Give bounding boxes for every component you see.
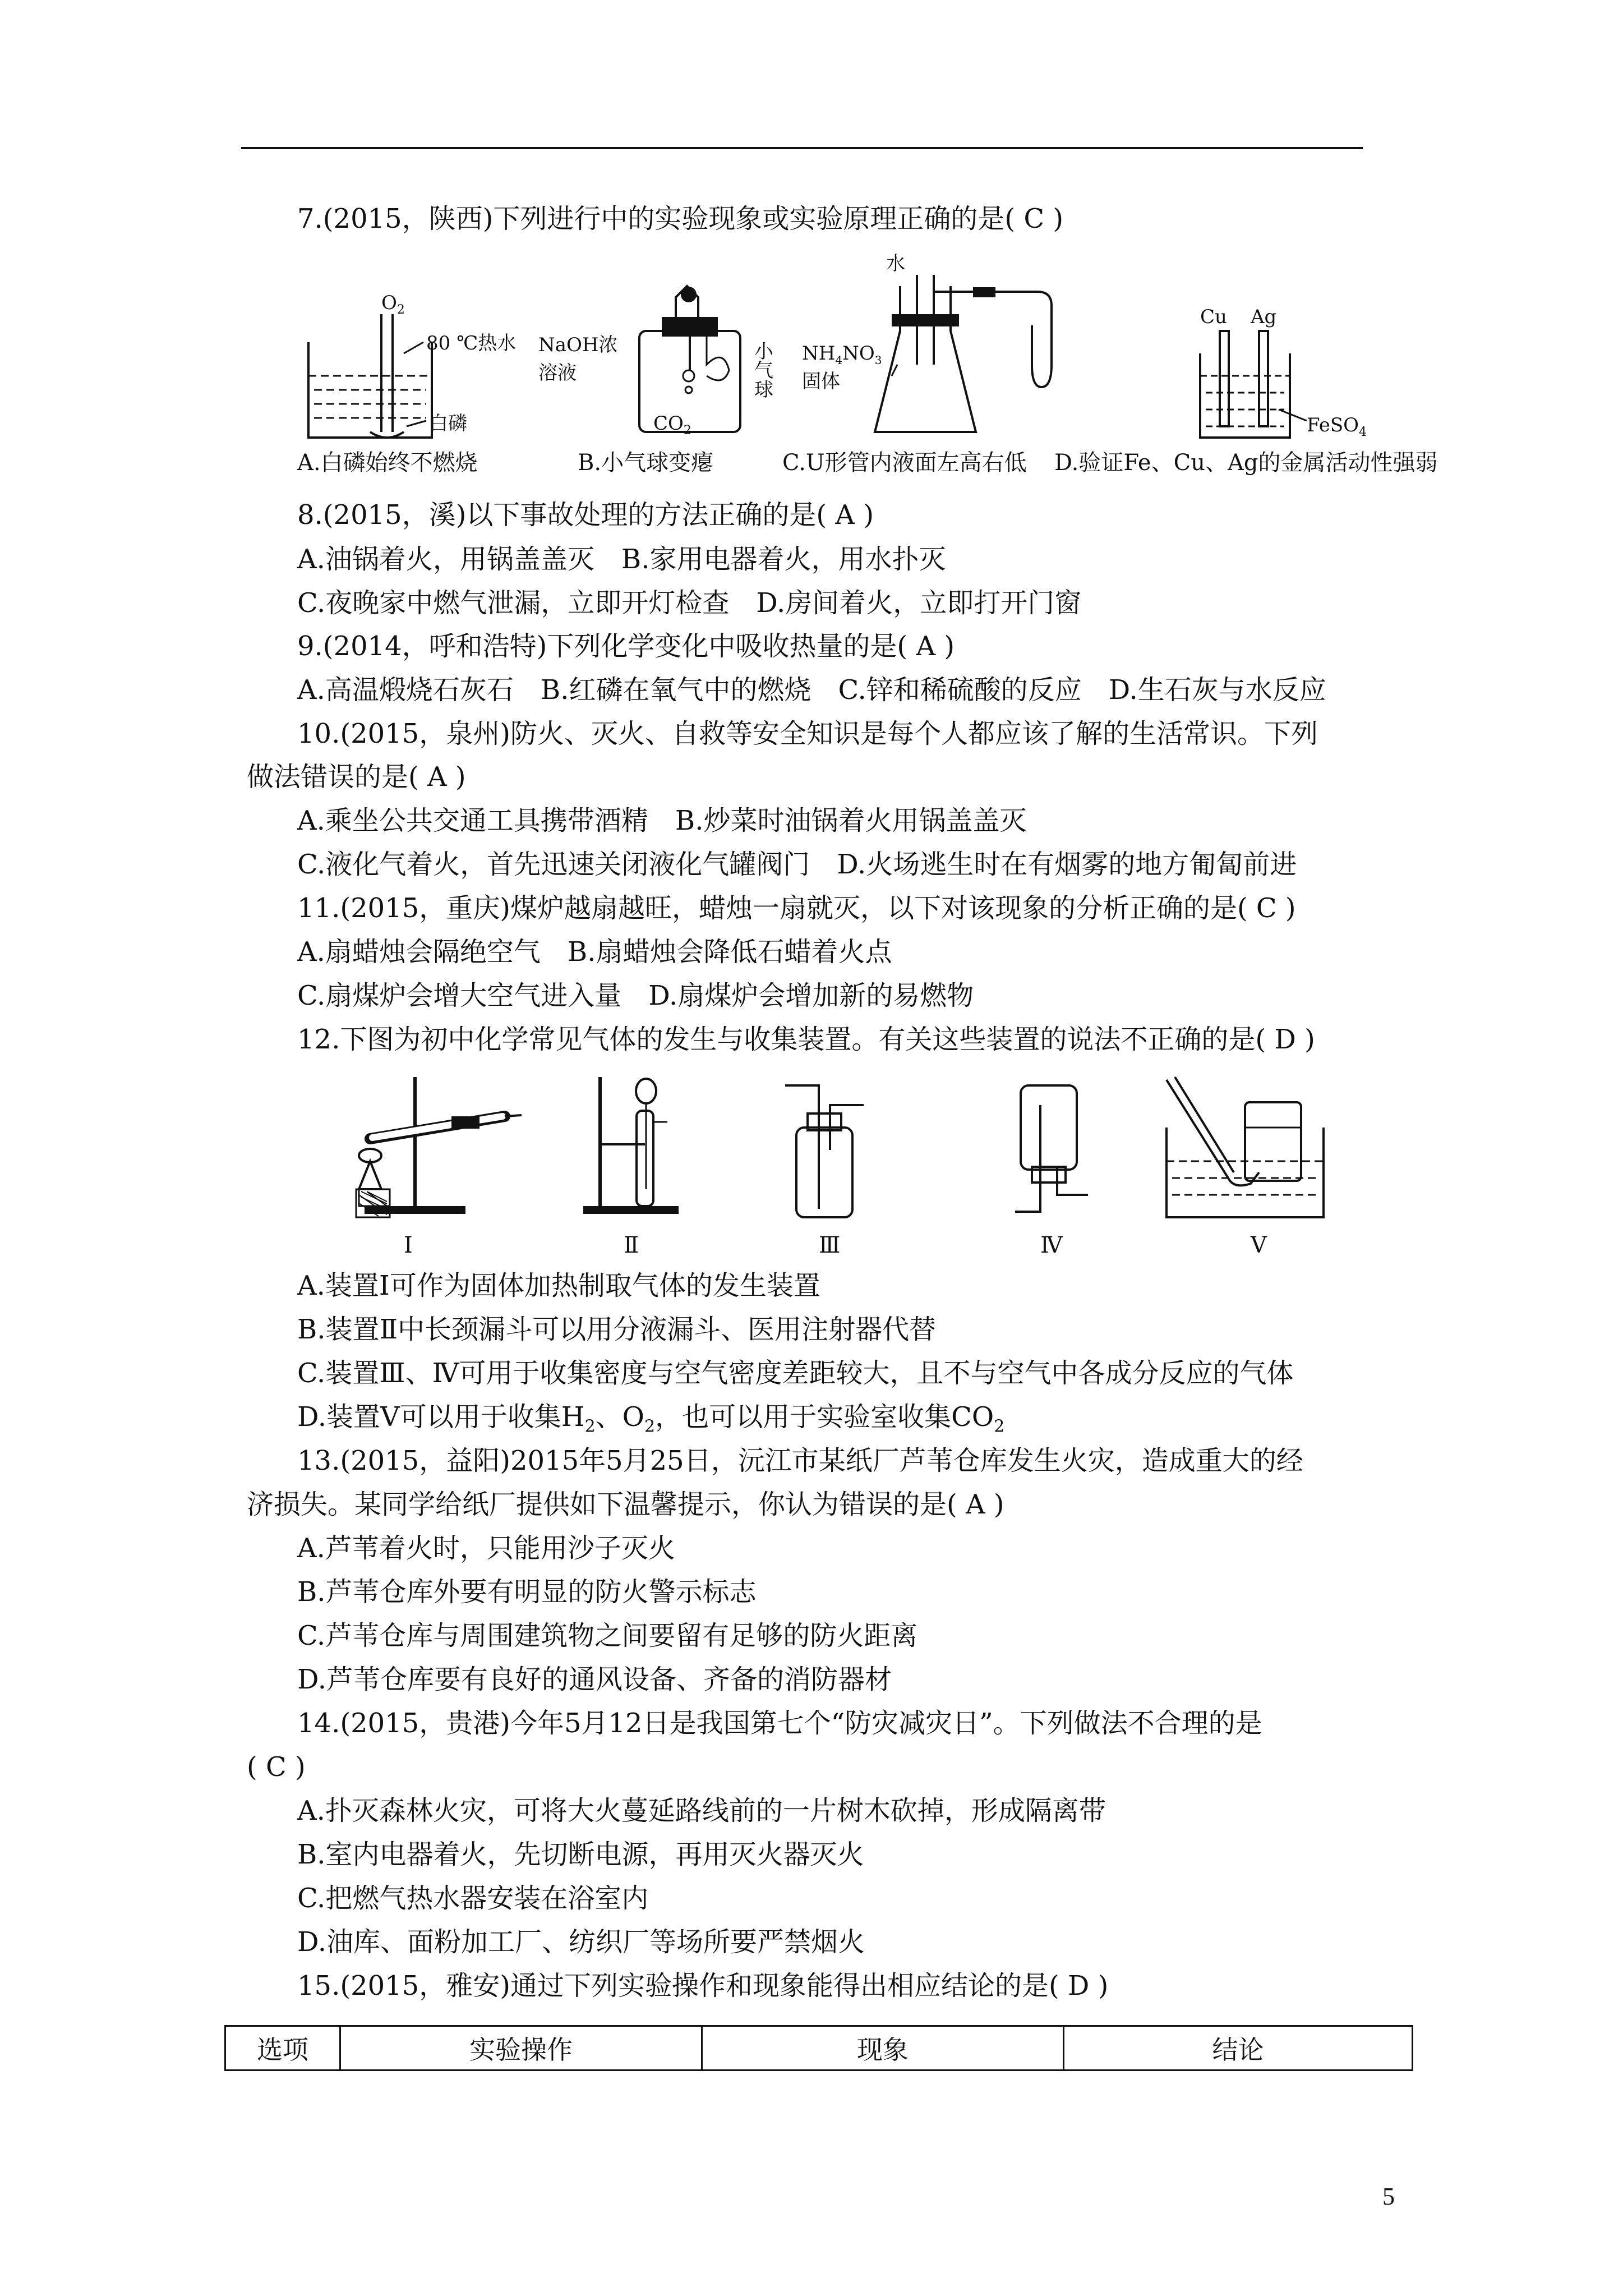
co2-label: CO [653, 412, 684, 435]
apparatus-4 [1009, 1083, 1099, 1231]
nh4no3-label: NH [802, 342, 836, 365]
col-option: 选项 [225, 2026, 340, 2070]
q10-stem-2: 做法错误的是( A ) [247, 761, 466, 793]
q12-option-b: B.装置Ⅱ中长颈漏斗可以用分液漏斗、医用注射器代替 [297, 1314, 937, 1345]
apparatus-label-4: Ⅳ [1040, 1232, 1063, 1258]
q11-option-2: C.扇煤炉会增大空气进入量 D.扇煤炉会增加新的易燃物 [297, 980, 974, 1011]
q12-option-c: C.装置Ⅲ、Ⅳ可用于收集密度与空气密度差距较大，且不与空气中各成分反应的气体 [297, 1358, 1294, 1389]
q7-figure-a [303, 292, 517, 445]
balloon-label: 小 气 球 [754, 341, 773, 401]
q10-option-1: A.乘坐公共交通工具携带酒精 B.炒菜时油锅着火用锅盖盖灭 [297, 805, 1027, 836]
q10-option-2: C.液化气着火，首先迅速关闭液化气罐阀门 D.火场逃生时在有烟雾的地方匍匐前进 [297, 849, 1297, 880]
q13-option-a: A.芦苇着火时，只能用沙子灭火 [297, 1533, 675, 1564]
q7-caption-a: A.白磷始终不燃烧 [297, 450, 478, 476]
q8-option-2: C.夜晚家中燃气泄漏，立即开灯检查 D.房间着火，立即打开门窗 [297, 587, 1082, 619]
apparatus-2 [578, 1077, 690, 1231]
q12-option-a: A.装置Ⅰ可作为固体加热制取气体的发生装置 [297, 1270, 820, 1301]
table-header-row [225, 2026, 1413, 2070]
q10-stem: 10.(2015，泉州)防火、灭火、自救等安全知识是每个人都应该了解的生活常识。下列 [297, 718, 1318, 749]
apparatus-label-2: Ⅱ [624, 1232, 639, 1258]
q11-option-1: A.扇蜡烛会隔绝空气 B.扇蜡烛会降低石蜡着火点 [297, 936, 892, 968]
q13-option-c: C.芦苇仓库与周围建筑物之间要留有足够的防火距离 [297, 1620, 918, 1651]
q13-stem-2: 济损失。某同学给纸厂提供如下温馨提示，你认为错误的是( A ) [247, 1489, 1004, 1520]
q14-option-d: D.油库、面粉加工厂、纺织厂等场所要严禁烟火 [297, 1926, 865, 1958]
apparatus-3 [785, 1083, 875, 1231]
q15-table [224, 2025, 1413, 2071]
q13-stem: 13.(2015，益阳)2015年5月25日，沅江市某纸厂芦苇仓库发生火灾，造成重大的经 [297, 1445, 1303, 1476]
solution-label: 溶液 [538, 362, 577, 384]
o2-label: O [381, 292, 397, 314]
q7-caption-c: C.U形管内液面左高右低 [782, 450, 1027, 476]
feso4-label: FeSO [1307, 414, 1359, 436]
q7-caption-b: B.小气球变瘪 [578, 450, 714, 476]
q7-figure-c: 水 $NH_4NO_3$ 固体 [852, 252, 1077, 445]
q11-stem: 11.(2015，重庆)煤炉越扇越旺，蜡烛一扇就灭，以下对该现象的分析正确的是( C ) [297, 892, 1296, 924]
q13-option-b: B.芦苇仓库外要有明显的防火警示标志 [297, 1576, 757, 1608]
page-number: 5 [1382, 2183, 1395, 2210]
nh4no3-label-2: NO [842, 342, 875, 365]
col-phenomenon: 现象 [702, 2026, 1064, 2070]
col-operation: 实验操作 [340, 2026, 702, 2070]
header-rule [241, 147, 1363, 149]
q12-stem: 12.下图为初中化学常见气体的发生与收集装置。有关这些装置的说法不正确的是( D ) [297, 1024, 1315, 1055]
q7-figure-d [1195, 306, 1396, 445]
co2-sub: 2 [683, 423, 691, 438]
q14-stem: 14.(2015，贵港)今年5月12日是我国第七个“防灾减灾日”。下列做法不合理的是 [297, 1708, 1262, 1739]
q9-option-1: A.高温煅烧石灰石 B.红磷在氧气中的燃烧 C.锌和稀硫酸的反应 D.生石灰与水反应 [297, 674, 1326, 706]
q8-stem: 8.(2015，溪)以下事故处理的方法正确的是( A ) [297, 499, 874, 531]
q14-option-a: A.扑灭森林火灾，可将大火蔓延路线前的一片树木砍掉，形成隔离带 [297, 1795, 1106, 1826]
q7-caption-d: D.验证Fe、Cu、Ag的金属活动性强弱 [1054, 450, 1438, 476]
col-conclusion: 结论 [1064, 2026, 1413, 2070]
q14-stem-2: ( C ) [247, 1751, 306, 1783]
q7-figure-b [538, 286, 780, 451]
apparatus-label-5: Ⅴ [1251, 1232, 1267, 1258]
q14-option-c: C.把燃气热水器安装在浴室内 [297, 1883, 649, 1914]
apparatus-label-3: Ⅲ [819, 1232, 841, 1258]
o2-sub: 2 [396, 302, 405, 317]
apparatus-1 [353, 1077, 538, 1231]
q7-stem: 7.(2015，陕西)下列进行中的实验现象或实验原理正确的是( C ) [297, 203, 1064, 234]
apparatus-5 [1161, 1077, 1329, 1231]
white-p-label: 白磷 [429, 412, 467, 435]
apparatus-label-1: Ⅰ [404, 1232, 413, 1258]
q15-stem: 15.(2015，雅安)通过下列实验操作和现象能得出相应结论的是( D ) [297, 1970, 1109, 2001]
q9-stem: 9.(2014，呼和浩特)下列化学变化中吸收热量的是( A ) [297, 631, 955, 662]
q8-option-1: A.油锅着火，用锅盖盖灭 B.家用电器着火，用水扑灭 [297, 544, 946, 575]
feso4-sub: 4 [1359, 425, 1367, 439]
hot-water-label: 80 ℃热水 [426, 332, 517, 355]
water-label: 水 [886, 252, 905, 275]
q12-option-d: D.装置Ⅴ可以用于收集$H_2$、$O_2$，也可以用于实验室收集$CO_2$ [297, 1401, 1005, 1437]
q13-option-d: D.芦苇仓库要有良好的通风设备、齐备的消防器材 [297, 1664, 892, 1695]
q14-option-b: B.室内电器着火，先切断电源，再用灭火器灭火 [297, 1839, 864, 1870]
ag-label: Ag [1251, 306, 1277, 328]
cu-label: Cu [1200, 306, 1227, 328]
naoh-label: NaOH浓 [538, 334, 618, 356]
solid-label: 固体 [802, 370, 840, 393]
